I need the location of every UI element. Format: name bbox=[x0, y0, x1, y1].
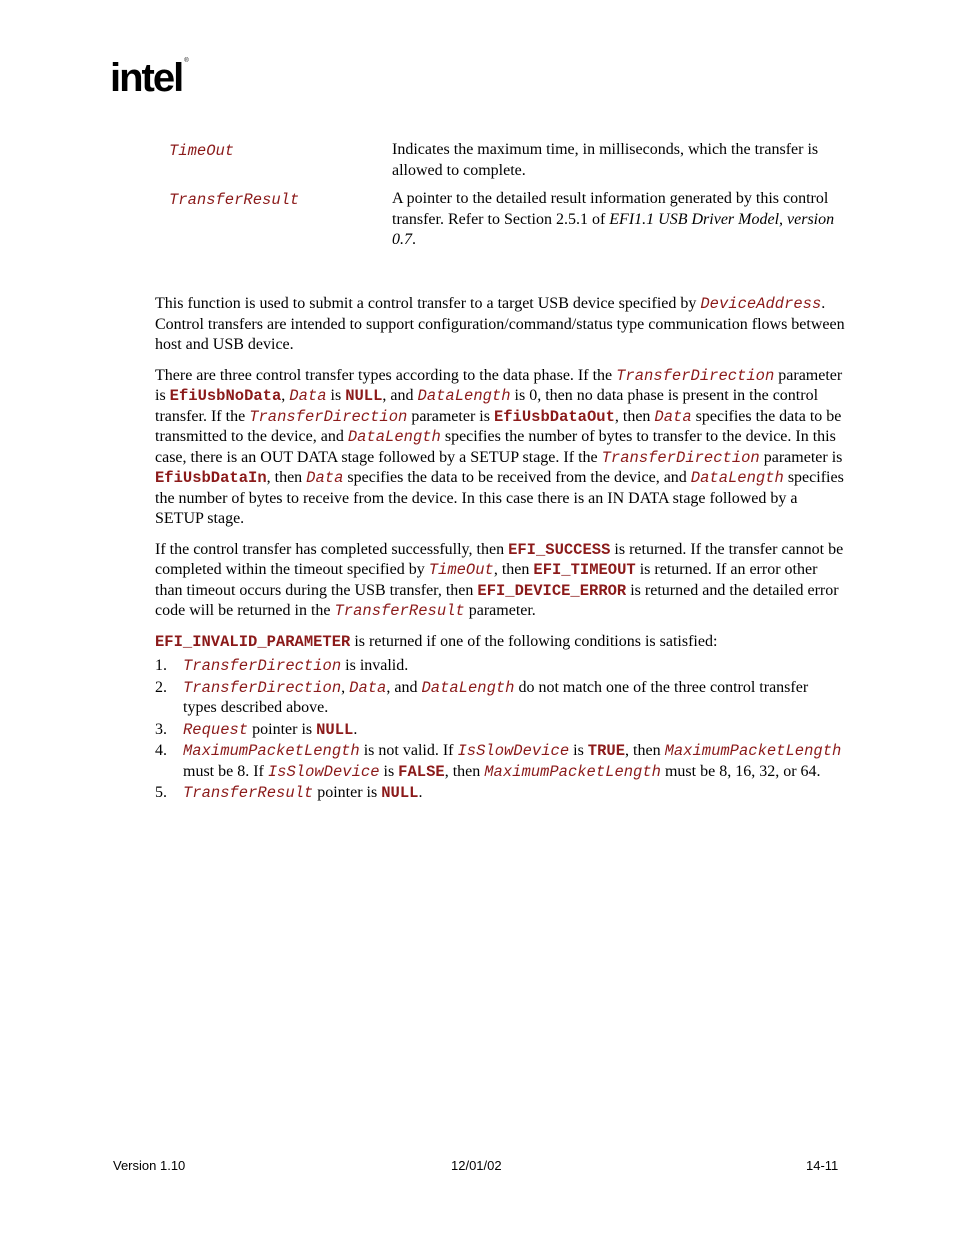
spec-reference: EFI1.1 USB Driver Model, version 0.7 bbox=[392, 210, 835, 248]
list-item: 2. TransferDirection, Data, and DataLength do not match one of the three control transfer types described above. bbox=[155, 678, 809, 716]
footer-version: Version 1.10 bbox=[113, 1158, 186, 1173]
invalid-conditions-list bbox=[155, 656, 845, 804]
param-desc: Indicates the maximum time, in milliseconds, which the transfer is allowed to complete. bbox=[392, 141, 819, 179]
parameter-table bbox=[169, 140, 849, 259]
list-item: 5. TransferResult pointer is NULL. bbox=[155, 784, 423, 802]
footer-date: 12/01/02 bbox=[451, 1158, 502, 1173]
list-item: 1. TransferDirection is invalid. bbox=[155, 657, 409, 675]
paragraph-transfer-types: There are three control transfer types according to the data phase. If the TransferDirection parameter is EfiUsbNoData, Data is NULL, and DataLength is 0, then no data phase is present in the control transfer. If the TransferDirection parameter is EfiUsbDataOut, then Data specifies the data to be transmitted to the device, and DataLength specifies the number of bytes to transfer to the device. In this case, there is an OUT DATA stage followed by a SETUP stage. If the TransferDirection parameter is EfiUsbDataIn, then Data specifies the data to be received from the device, and DataLength specifies the number of bytes to receive from the device. In this case there is an IN DATA stage followed by a SETUP stage. bbox=[155, 366, 844, 527]
param-name: TransferResult bbox=[169, 191, 300, 209]
paragraph-intro: This function is used to submit a control transfer to a target USB device specified by DeviceAddress. Control transfers are intended to support configuration/command/status type communication flows between host and USB device. bbox=[155, 295, 845, 353]
param-name: TimeOut bbox=[169, 142, 235, 160]
param-desc: A pointer to the detailed result information generated by this control transfer. Refer to Section 2.5.1 of EFI1.1 USB Driver Model, version 0.7. bbox=[392, 190, 835, 248]
param-timeout bbox=[169, 140, 849, 181]
list-item: 4. MaximumPacketLength is not valid. If IsSlowDevice is TRUE, then MaximumPacketLength must be 8. If IsSlowDevice is FALSE, then MaximumPacketLength must be 8, 16, 32, or 64. bbox=[155, 742, 842, 781]
param-transfer-result bbox=[169, 189, 849, 251]
intel-logo: intel ® bbox=[110, 56, 189, 100]
footer-page-number: 14-11 bbox=[806, 1158, 839, 1173]
paragraph-invalid-parameter: EFI_INVALID_PARAMETER is returned if one of the following conditions is satisfied: bbox=[155, 632, 718, 651]
list-item: 3. Request pointer is NULL. bbox=[155, 720, 358, 739]
paragraph-status-codes: If the control transfer has completed successfully, then EFI_SUCCESS is returned. If the transfer cannot be completed within the timeout specified by TimeOut, then EFI_TIMEOUT is returned. If an error other than timeout occurs during the USB transfer, then EFI_DEVICE_ERROR is returned and the detailed error code will be returned in the TransferResult parameter. bbox=[155, 540, 844, 620]
registered-mark: ® bbox=[184, 58, 189, 64]
description-body bbox=[155, 294, 845, 805]
